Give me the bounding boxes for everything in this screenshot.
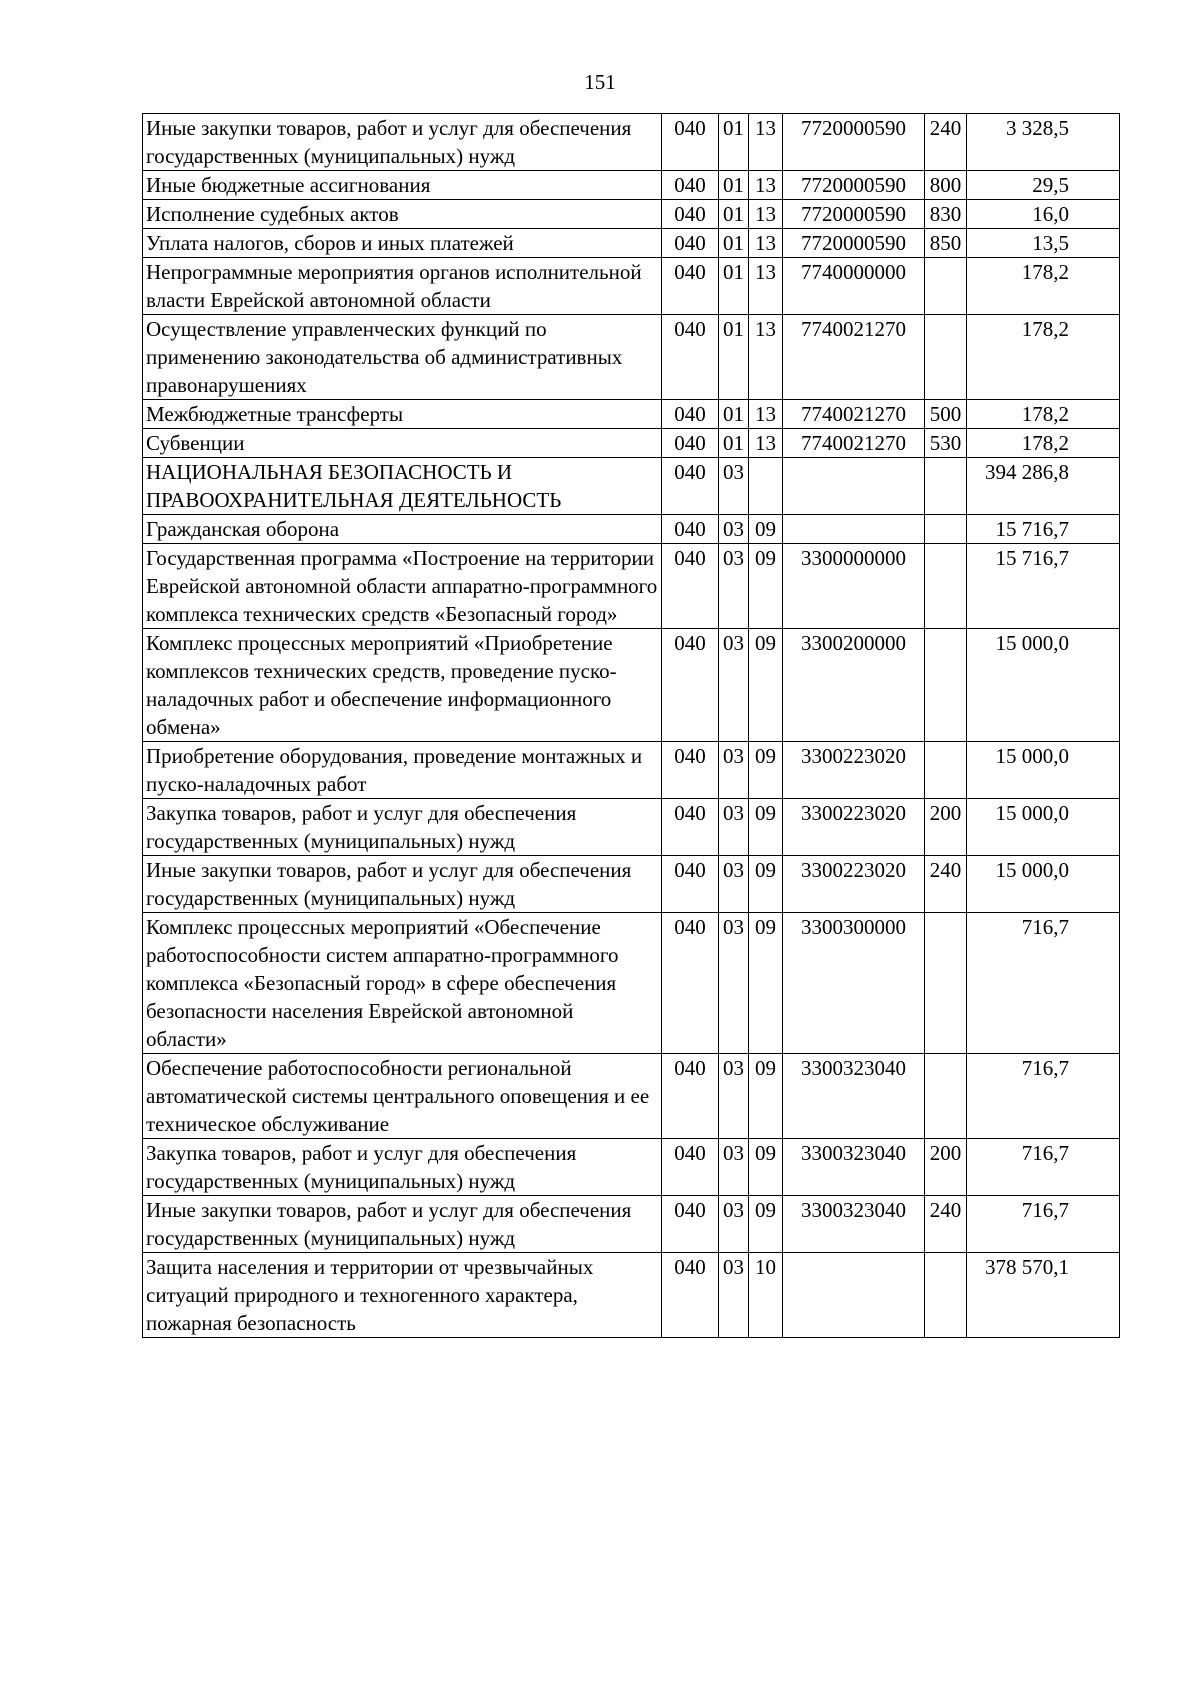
section-code-cell: 03 xyxy=(719,799,749,856)
section-code-cell: 03 xyxy=(719,856,749,913)
ved-code-cell: 040 xyxy=(662,544,719,629)
target-item-code-cell: 3300223020 xyxy=(783,742,925,799)
expense-type-code-cell: 240 xyxy=(925,114,967,171)
section-code-cell: 01 xyxy=(719,114,749,171)
ved-code-cell: 040 xyxy=(662,515,719,544)
section-code-cell: 01 xyxy=(719,400,749,429)
section-code-cell: 03 xyxy=(719,544,749,629)
subsection-code-cell: 13 xyxy=(749,429,783,458)
expense-type-code-cell xyxy=(925,629,967,742)
ved-code-cell: 040 xyxy=(662,458,719,515)
expense-type-code-cell: 530 xyxy=(925,429,967,458)
subsection-code-cell: 09 xyxy=(749,799,783,856)
row-name-cell: Приобретение оборудования, проведение монтажных и пуско-наладочных работ xyxy=(143,742,662,799)
ved-code-cell: 040 xyxy=(662,171,719,200)
row-name-cell: Комплекс процессных мероприятий «Обеспечение работоспособности систем аппаратно-программного комплекса «Безопасный город» в сфере обеспечения безопасности населения Еврейской автономной области» xyxy=(143,913,662,1054)
target-item-code-cell: 3300323040 xyxy=(783,1054,925,1139)
row-name-cell: Обеспечение работоспособности региональной автоматической системы центрального оповещения и ее техническое обслуживание xyxy=(143,1054,662,1139)
table-row xyxy=(143,200,1120,229)
ved-code-cell: 040 xyxy=(662,1054,719,1139)
amount-cell: 716,7 xyxy=(967,1139,1120,1196)
ved-code-cell: 040 xyxy=(662,856,719,913)
expense-type-code-cell xyxy=(925,315,967,400)
table-row xyxy=(143,229,1120,258)
table-row xyxy=(143,400,1120,429)
ved-code-cell: 040 xyxy=(662,114,719,171)
ved-code-cell: 040 xyxy=(662,799,719,856)
row-name-cell: Межбюджетные трансферты xyxy=(143,400,662,429)
table-row xyxy=(143,799,1120,856)
target-item-code-cell: 7740021270 xyxy=(783,400,925,429)
expense-type-code-cell xyxy=(925,742,967,799)
table-row xyxy=(143,1253,1120,1338)
table-row xyxy=(143,742,1120,799)
row-name-cell: Иные бюджетные ассигнования xyxy=(143,171,662,200)
row-name-cell: Закупка товаров, работ и услуг для обеспечения государственных (муниципальных) нужд xyxy=(143,799,662,856)
section-code-cell: 01 xyxy=(719,315,749,400)
target-item-code-cell: 7740021270 xyxy=(783,315,925,400)
subsection-code-cell: 13 xyxy=(749,400,783,429)
expense-type-code-cell xyxy=(925,1253,967,1338)
row-name-cell: Иные закупки товаров, работ и услуг для обеспечения государственных (муниципальных) нужд xyxy=(143,856,662,913)
table-row xyxy=(143,1139,1120,1196)
target-item-code-cell: 3300323040 xyxy=(783,1196,925,1253)
target-item-code-cell xyxy=(783,458,925,515)
subsection-code-cell: 13 xyxy=(749,171,783,200)
table-row xyxy=(143,1054,1120,1139)
amount-cell: 178,2 xyxy=(967,429,1120,458)
section-code-cell: 03 xyxy=(719,913,749,1054)
subsection-code-cell: 09 xyxy=(749,856,783,913)
amount-cell: 13,5 xyxy=(967,229,1120,258)
section-code-cell: 03 xyxy=(719,1139,749,1196)
ved-code-cell: 040 xyxy=(662,258,719,315)
row-name-cell: Субвенции xyxy=(143,429,662,458)
section-code-cell: 03 xyxy=(719,1054,749,1139)
expense-type-code-cell: 500 xyxy=(925,400,967,429)
target-item-code-cell: 3300223020 xyxy=(783,799,925,856)
ved-code-cell: 040 xyxy=(662,200,719,229)
amount-cell: 178,2 xyxy=(967,400,1120,429)
row-name-cell: Осуществление управленческих функций по применению законодательства об административных правонарушениях xyxy=(143,315,662,400)
expense-type-code-cell xyxy=(925,515,967,544)
target-item-code-cell: 3300000000 xyxy=(783,544,925,629)
target-item-code-cell: 3300323040 xyxy=(783,1139,925,1196)
amount-cell: 15 716,7 xyxy=(967,544,1120,629)
amount-cell: 15 000,0 xyxy=(967,742,1120,799)
expense-type-code-cell xyxy=(925,1054,967,1139)
expense-type-code-cell: 200 xyxy=(925,799,967,856)
ved-code-cell: 040 xyxy=(662,229,719,258)
ved-code-cell: 040 xyxy=(662,913,719,1054)
amount-cell: 394 286,8 xyxy=(967,458,1120,515)
amount-cell: 716,7 xyxy=(967,913,1120,1054)
table-row xyxy=(143,258,1120,315)
amount-cell: 15 716,7 xyxy=(967,515,1120,544)
amount-cell: 716,7 xyxy=(967,1196,1120,1253)
row-name-cell: Защита населения и территории от чрезвычайных ситуаций природного и техногенного характера, пожарная безопасность xyxy=(143,1253,662,1338)
subsection-code-cell: 10 xyxy=(749,1253,783,1338)
subsection-code-cell xyxy=(749,458,783,515)
amount-cell: 716,7 xyxy=(967,1054,1120,1139)
row-name-cell: Иные закупки товаров, работ и услуг для обеспечения государственных (муниципальных) нужд xyxy=(143,1196,662,1253)
amount-cell: 15 000,0 xyxy=(967,629,1120,742)
section-code-cell: 01 xyxy=(719,429,749,458)
row-name-cell: Исполнение судебных актов xyxy=(143,200,662,229)
expense-type-code-cell: 800 xyxy=(925,171,967,200)
ved-code-cell: 040 xyxy=(662,429,719,458)
expense-type-code-cell xyxy=(925,913,967,1054)
budget-table-body xyxy=(143,114,1120,1338)
expense-type-code-cell: 240 xyxy=(925,856,967,913)
subsection-code-cell: 09 xyxy=(749,913,783,1054)
section-code-cell: 01 xyxy=(719,171,749,200)
expense-type-code-cell: 240 xyxy=(925,1196,967,1253)
section-code-cell: 03 xyxy=(719,1196,749,1253)
subsection-code-cell: 13 xyxy=(749,200,783,229)
target-item-code-cell: 7720000590 xyxy=(783,114,925,171)
row-name-cell: Гражданская оборона xyxy=(143,515,662,544)
target-item-code-cell: 3300300000 xyxy=(783,913,925,1054)
table-row xyxy=(143,629,1120,742)
section-code-cell: 03 xyxy=(719,629,749,742)
table-row xyxy=(143,458,1120,515)
section-code-cell: 01 xyxy=(719,200,749,229)
table-row xyxy=(143,1196,1120,1253)
subsection-code-cell: 09 xyxy=(749,544,783,629)
amount-cell: 15 000,0 xyxy=(967,799,1120,856)
section-code-cell: 01 xyxy=(719,258,749,315)
expense-type-code-cell: 830 xyxy=(925,200,967,229)
subsection-code-cell: 09 xyxy=(749,742,783,799)
table-row xyxy=(143,913,1120,1054)
table-row xyxy=(143,315,1120,400)
subsection-code-cell: 09 xyxy=(749,515,783,544)
amount-cell: 378 570,1 xyxy=(967,1253,1120,1338)
table-row xyxy=(143,171,1120,200)
row-name-cell: НАЦИОНАЛЬНАЯ БЕЗОПАСНОСТЬ И ПРАВООХРАНИТЕЛЬНАЯ ДЕЯТЕЛЬНОСТЬ xyxy=(143,458,662,515)
table-row xyxy=(143,114,1120,171)
table-row xyxy=(143,429,1120,458)
budget-table xyxy=(142,113,1120,1338)
table-row xyxy=(143,515,1120,544)
subsection-code-cell: 09 xyxy=(749,629,783,742)
row-name-cell: Иные закупки товаров, работ и услуг для обеспечения государственных (муниципальных) нужд xyxy=(143,114,662,171)
subsection-code-cell: 13 xyxy=(749,315,783,400)
section-code-cell: 03 xyxy=(719,742,749,799)
subsection-code-cell: 09 xyxy=(749,1196,783,1253)
ved-code-cell: 040 xyxy=(662,742,719,799)
subsection-code-cell: 09 xyxy=(749,1054,783,1139)
ved-code-cell: 040 xyxy=(662,1139,719,1196)
section-code-cell: 01 xyxy=(719,229,749,258)
ved-code-cell: 040 xyxy=(662,315,719,400)
target-item-code-cell: 7740000000 xyxy=(783,258,925,315)
amount-cell: 178,2 xyxy=(967,315,1120,400)
amount-cell: 29,5 xyxy=(967,171,1120,200)
expense-type-code-cell xyxy=(925,458,967,515)
row-name-cell: Уплата налогов, сборов и иных платежей xyxy=(143,229,662,258)
target-item-code-cell xyxy=(783,1253,925,1338)
amount-cell: 16,0 xyxy=(967,200,1120,229)
target-item-code-cell: 3300200000 xyxy=(783,629,925,742)
target-item-code-cell: 7720000590 xyxy=(783,200,925,229)
expense-type-code-cell xyxy=(925,544,967,629)
section-code-cell: 03 xyxy=(719,458,749,515)
target-item-code-cell: 7720000590 xyxy=(783,171,925,200)
section-code-cell: 03 xyxy=(719,1253,749,1338)
table-row xyxy=(143,856,1120,913)
subsection-code-cell: 09 xyxy=(749,1139,783,1196)
target-item-code-cell: 7740021270 xyxy=(783,429,925,458)
expense-type-code-cell: 850 xyxy=(925,229,967,258)
ved-code-cell: 040 xyxy=(662,400,719,429)
row-name-cell: Комплекс процессных мероприятий «Приобретение комплексов технических средств, проведение пуско-наладочных работ и обеспечение информационного обмена» xyxy=(143,629,662,742)
subsection-code-cell: 13 xyxy=(749,114,783,171)
expense-type-code-cell xyxy=(925,258,967,315)
table-row xyxy=(143,544,1120,629)
amount-cell: 3 328,5 xyxy=(967,114,1120,171)
row-name-cell: Закупка товаров, работ и услуг для обеспечения государственных (муниципальных) нужд xyxy=(143,1139,662,1196)
target-item-code-cell xyxy=(783,515,925,544)
ved-code-cell: 040 xyxy=(662,1253,719,1338)
section-code-cell: 03 xyxy=(719,515,749,544)
amount-cell: 15 000,0 xyxy=(967,856,1120,913)
ved-code-cell: 040 xyxy=(662,629,719,742)
ved-code-cell: 040 xyxy=(662,1196,719,1253)
target-item-code-cell: 3300223020 xyxy=(783,856,925,913)
subsection-code-cell: 13 xyxy=(749,229,783,258)
subsection-code-cell: 13 xyxy=(749,258,783,315)
row-name-cell: Непрограммные мероприятия органов исполнительной власти Еврейской автономной области xyxy=(143,258,662,315)
amount-cell: 178,2 xyxy=(967,258,1120,315)
target-item-code-cell: 7720000590 xyxy=(783,229,925,258)
page-number: 151 xyxy=(584,70,616,94)
expense-type-code-cell: 200 xyxy=(925,1139,967,1196)
row-name-cell: Государственная программа «Построение на территории Еврейской автономной области аппаратно-программного комплекса технических средств «Безопасный город» xyxy=(143,544,662,629)
